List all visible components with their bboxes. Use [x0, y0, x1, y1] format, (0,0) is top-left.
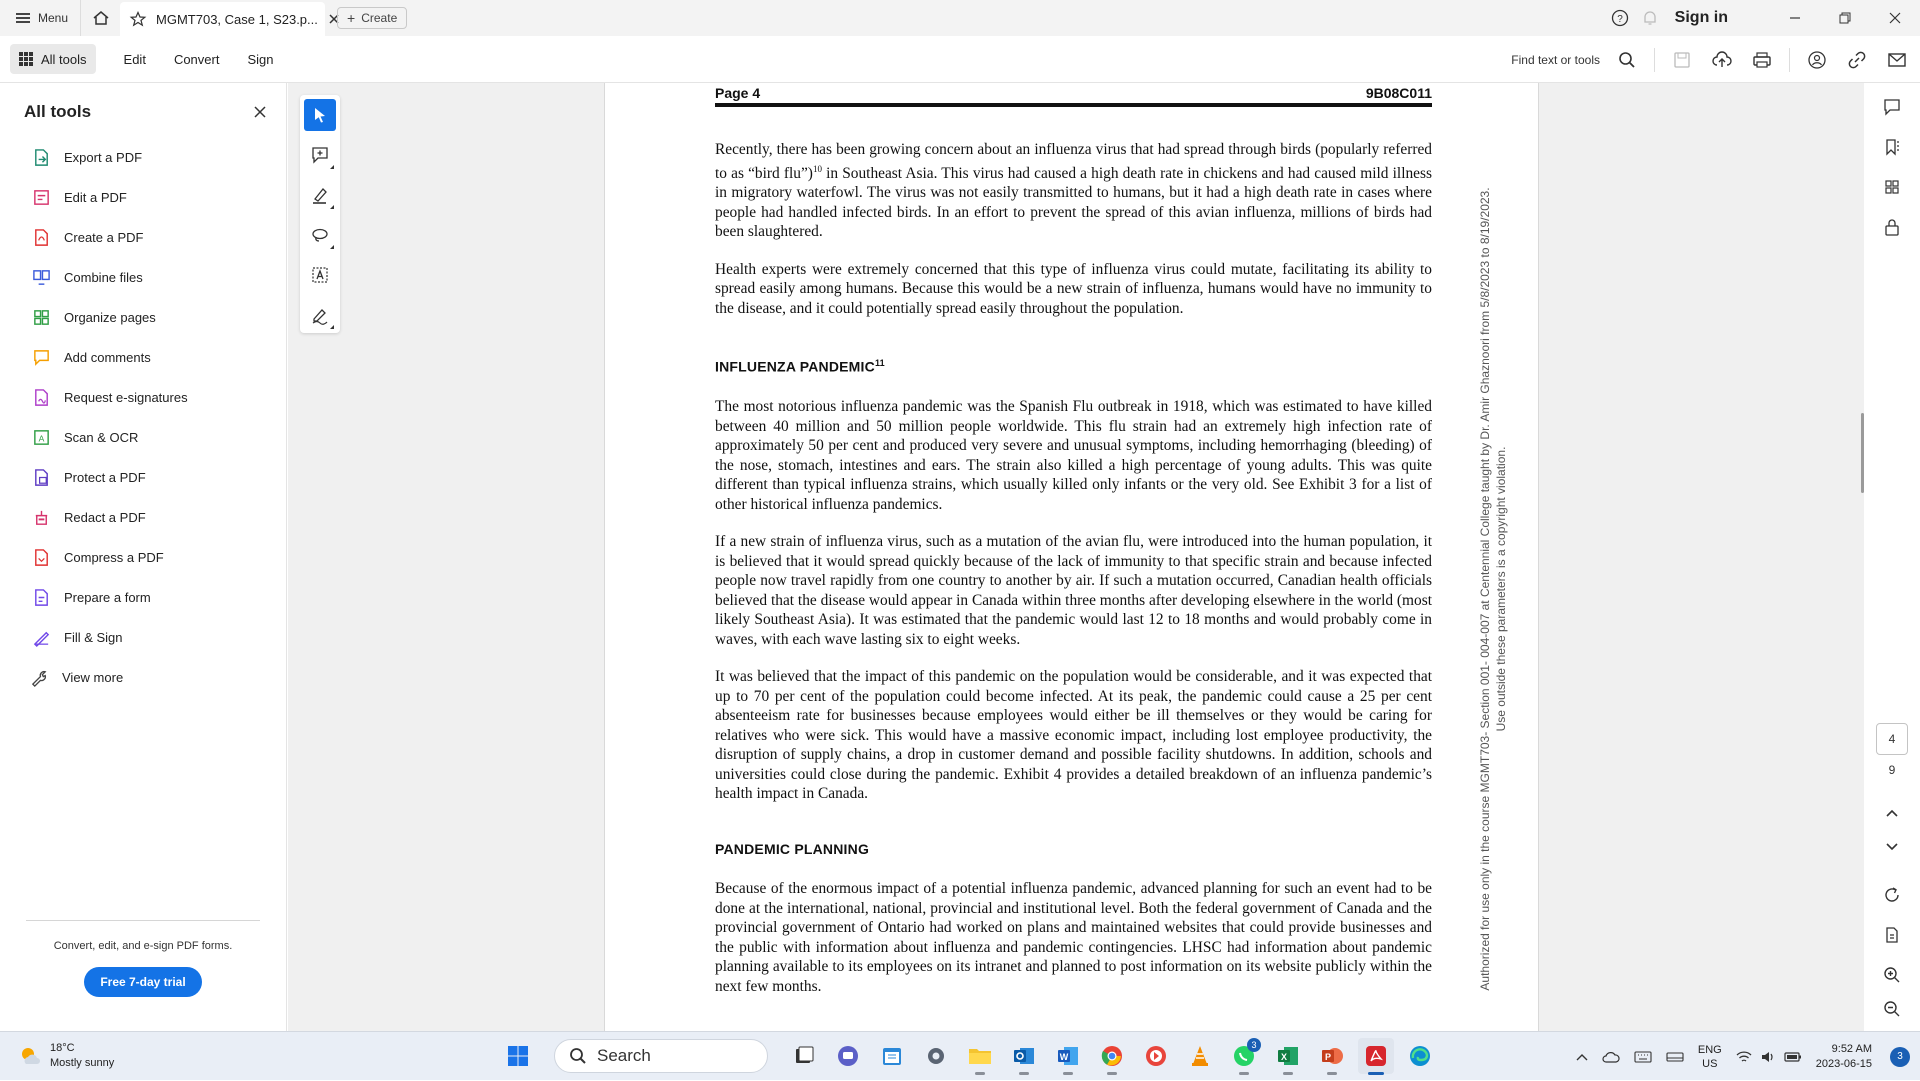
- save-button[interactable]: [1669, 47, 1695, 73]
- scan-ocr-icon: [32, 428, 51, 447]
- tool-label: Protect a PDF: [64, 469, 146, 485]
- save-icon: [1673, 51, 1691, 69]
- search-button[interactable]: [1614, 47, 1640, 73]
- print-button[interactable]: [1749, 47, 1775, 73]
- tool-view-more[interactable]: [0, 657, 286, 697]
- weather-temp: 18°C: [50, 1042, 75, 1054]
- word-icon: [1056, 1044, 1080, 1068]
- svg-text:?: ?: [1616, 14, 1623, 25]
- create-pdf-icon: [32, 228, 51, 247]
- bookmarks-panel-button[interactable]: [1864, 127, 1920, 167]
- menu-label: Menu: [38, 11, 69, 25]
- panel-title: All tools: [24, 102, 92, 121]
- quick-settings[interactable]: [1736, 1050, 1802, 1064]
- tool-edit-pdf[interactable]: [0, 177, 286, 217]
- svg-text:P: P: [1324, 1052, 1332, 1062]
- zoom-out-icon: [1883, 1000, 1901, 1018]
- compress-pdf-icon: [32, 548, 51, 567]
- running-indicator: [1239, 1072, 1249, 1075]
- page-header: [715, 85, 1432, 107]
- chevron-up-icon: [1885, 808, 1899, 818]
- rotate-button[interactable]: [1864, 875, 1920, 915]
- minimize-icon: [1789, 12, 1801, 24]
- tool-label: Scan & OCR: [64, 429, 139, 445]
- footer-text: Convert, edit, and e-sign PDF forms.: [53, 940, 233, 952]
- watermark-line: Use outside these parameters is a copyright violation.: [1494, 446, 1508, 732]
- paragraph: Because of the enormous impact of a potential influenza pandemic, advanced planning for such an event had to be done at the international, national, provincial and institutional level. Both the federal government of Canada and the provincial government of Ontario had worked on plans and maintained websites that could provide businesses and the public with information about influenza and pandemic contingencies. LHSC had information about pandemic planning available to its employees on its intranet and planned to post information on its website publicly within the next few months.: [715, 880, 1432, 995]
- taskbar-excel[interactable]: [1270, 1038, 1306, 1074]
- tool-label: Edit a PDF: [64, 189, 127, 205]
- rotate-icon: [1883, 886, 1901, 904]
- copyright-watermark: [1477, 169, 1537, 1009]
- highlighter-icon: [311, 186, 329, 204]
- heading-text: INFLUENZA PANDEMIC: [715, 358, 875, 375]
- edit-menu[interactable]: Edit: [123, 51, 146, 67]
- thumbnails-panel-button[interactable]: [1864, 167, 1920, 207]
- export-pdf-icon: [32, 148, 51, 167]
- text-box-tool-button[interactable]: [304, 259, 336, 291]
- submenu-corner-icon: [330, 205, 334, 209]
- wifi-icon: [1736, 1050, 1752, 1064]
- right-rail: [1539, 83, 1920, 1031]
- page-fit-button[interactable]: [1864, 915, 1920, 955]
- convert-menu[interactable]: Convert: [173, 51, 220, 67]
- upload-cloud-button[interactable]: [1709, 47, 1735, 73]
- tool-label: Add comments: [64, 349, 151, 365]
- menu-button[interactable]: [0, 0, 80, 36]
- print-icon: [1752, 51, 1772, 69]
- document-tab[interactable]: [120, 2, 325, 36]
- chevron-down-icon: [1885, 842, 1899, 852]
- restore-button[interactable]: [1820, 0, 1870, 36]
- edit-pdf-icon: [32, 188, 51, 207]
- protect-pdf-icon: [32, 468, 51, 487]
- outlook-icon: [1012, 1044, 1036, 1068]
- tool-prepare-form[interactable]: [0, 577, 286, 617]
- running-indicator: [1327, 1072, 1337, 1075]
- submenu-corner-icon: [330, 165, 334, 169]
- email-icon: [1887, 52, 1907, 68]
- tool-label: Export a PDF: [64, 149, 143, 165]
- tool-scan-ocr[interactable]: [0, 417, 286, 457]
- lasso-draw-icon: [311, 226, 329, 244]
- copy-link-button[interactable]: [1844, 47, 1870, 73]
- tool-organize-pages[interactable]: [0, 297, 286, 337]
- paragraph-text: in Southeast Asia. This virus had caused a high death rate in chickens and had caused mild illness in migratory waterfowl. The virus was not easily transmitted to humans, but it had a high death rate in cases where people had handled infected birds. In an effort to prevent the spread of this avian influenza, millions of birds had been slaughtered.: [715, 164, 1432, 241]
- tool-protect-pdf[interactable]: [0, 457, 286, 497]
- teams-chat-icon: [836, 1044, 860, 1068]
- search-icon: [1618, 51, 1636, 69]
- widgets-calendar-icon: [880, 1044, 904, 1068]
- tool-add-comments[interactable]: [0, 337, 286, 377]
- taskbar-edge[interactable]: [1402, 1038, 1438, 1074]
- quick-tools-strip: [300, 95, 340, 333]
- redact-pdf-icon: [32, 508, 51, 527]
- select-tool-button[interactable]: [304, 99, 336, 131]
- tab-title: MGMT703, Case 1, S23.p...: [156, 11, 318, 27]
- search-label: Search: [597, 1046, 651, 1065]
- all-tools-button[interactable]: [10, 44, 96, 74]
- taskbar-chrome[interactable]: [1094, 1038, 1130, 1074]
- thumbnails-icon: [1884, 179, 1900, 195]
- paragraph: Health experts were extremely concerned that this type of influenza virus could mutate, facilitating its ability to spread easily among humans. Because this would be a new strain of influenza, humans would have no immunity to the disease, and it could potentially spread easily throughout the population.: [715, 260, 1432, 317]
- notification-bell-icon[interactable]: [1641, 9, 1659, 27]
- clock[interactable]: [1816, 1042, 1872, 1072]
- highlight-tool-button[interactable]: [304, 179, 336, 211]
- pen-sign-icon: [311, 306, 329, 324]
- app-circle-icon: [1144, 1044, 1168, 1068]
- weather-widget[interactable]: [18, 1041, 114, 1071]
- share-people-icon: [1807, 50, 1827, 70]
- fit-page-icon: [1883, 926, 1901, 944]
- lock-icon: [1884, 218, 1900, 236]
- chevron-up-icon[interactable]: [1576, 1053, 1588, 1061]
- vlc-cone-icon: [1188, 1044, 1212, 1068]
- page-number-label: Page 4: [715, 85, 761, 101]
- language-indicator[interactable]: [1698, 1043, 1722, 1071]
- folder-icon: [967, 1045, 993, 1067]
- edge-icon: [1408, 1044, 1432, 1068]
- chrome-icon: [1100, 1044, 1124, 1068]
- panel-footer: [26, 920, 260, 997]
- tool-redact-pdf[interactable]: [0, 497, 286, 537]
- tool-label: Prepare a form: [64, 589, 151, 605]
- tool-list: [0, 137, 286, 697]
- taskbar-powerpoint[interactable]: [1314, 1038, 1350, 1074]
- start-button[interactable]: [500, 1038, 536, 1074]
- tool-label: Compress a PDF: [64, 549, 164, 565]
- tool-request-esignatures[interactable]: [0, 377, 286, 417]
- running-indicator: [1063, 1072, 1073, 1075]
- tool-export-pdf[interactable]: [0, 137, 286, 177]
- close-icon: [1889, 12, 1901, 24]
- windows-taskbar: [0, 1031, 1920, 1080]
- tool-combine-files[interactable]: [0, 257, 286, 297]
- tool-compress-pdf[interactable]: [0, 537, 286, 577]
- hamburger-icon: [16, 13, 30, 23]
- home-button[interactable]: [80, 0, 120, 36]
- text-box-icon: [311, 266, 329, 284]
- organize-pages-icon: [32, 308, 51, 327]
- tool-label: Redact a PDF: [64, 509, 146, 525]
- search-icon: [569, 1047, 587, 1065]
- taskbar-vlc[interactable]: [1182, 1038, 1218, 1074]
- gear-icon: [924, 1044, 948, 1068]
- total-pages: 9: [1888, 763, 1896, 777]
- footnote-ref: 11: [874, 358, 885, 369]
- email-button[interactable]: [1884, 47, 1910, 73]
- share-people-button[interactable]: [1804, 47, 1830, 73]
- system-tray: [1576, 1032, 1910, 1081]
- notification-badge: 3: [1247, 1038, 1261, 1052]
- taskbar-acrobat[interactable]: [1358, 1038, 1394, 1074]
- wrench-icon: [30, 668, 49, 687]
- keyboard-icon[interactable]: [1634, 1051, 1652, 1063]
- grid-icon: [19, 52, 33, 66]
- volume-icon: [1760, 1050, 1776, 1064]
- sun-cloud-icon: [18, 1044, 42, 1068]
- zoom-in-icon: [1883, 966, 1901, 984]
- pdf-page[interactable]: [604, 83, 1539, 1031]
- taskbar-task-view[interactable]: [786, 1038, 822, 1074]
- comments-icon: [1883, 98, 1901, 116]
- paragraph: It was believed that the impact of this pandemic on the population would be considerable, and it was expected that up to 70 per cent of the population could become infected. At its peak, the pandemic could cause a 25 per cent absenteeism rate for businesses because employees would either be ill themselves or they would be caring for relatives who were sick. This would have a massive economic impact, including lost employee productivity, the disruption of supply chains, a drop in customer demand and possible facility shutdowns. In addition, schools and universities could close during the pandemic. Exhibit 4 provides a detailed breakdown of an influenza pandemic’s health impact in Canada.: [715, 668, 1432, 803]
- combine-files-icon: [32, 268, 51, 287]
- windows-logo-icon: [506, 1044, 530, 1068]
- find-text-label[interactable]: Find text or tools: [1511, 52, 1600, 67]
- tool-label: Request e-signatures: [64, 389, 188, 405]
- request-esignatures-icon: [32, 388, 51, 407]
- footnote-ref: 10: [812, 163, 822, 174]
- security-panel-button[interactable]: [1864, 207, 1920, 247]
- plus-icon: +: [347, 10, 356, 26]
- submenu-corner-icon: [330, 325, 334, 329]
- quick-tools-area: [288, 83, 604, 1031]
- upload-cloud-icon: [1712, 51, 1732, 69]
- section-heading: [715, 354, 1432, 377]
- weather-desc: Mostly sunny: [50, 1057, 115, 1069]
- close-panel-icon[interactable]: [254, 106, 266, 118]
- running-indicator: [1283, 1072, 1293, 1075]
- drive-icon[interactable]: [1666, 1051, 1684, 1063]
- taskbar-settings[interactable]: [918, 1038, 954, 1074]
- svg-text:X: X: [1280, 1052, 1288, 1062]
- taskbar-app-red-circle[interactable]: [1138, 1038, 1174, 1074]
- running-indicator: [1019, 1072, 1029, 1075]
- case-code: 9B08C011: [1365, 85, 1432, 101]
- clock-date: 2023-06-15: [1815, 1057, 1872, 1070]
- submenu-corner-icon: [330, 245, 334, 249]
- taskbar-word[interactable]: [1050, 1038, 1086, 1074]
- tool-label: Combine files: [64, 269, 143, 285]
- create-label: Create: [361, 11, 398, 25]
- free-trial-button[interactable]: Free 7-day trial: [84, 967, 201, 997]
- all-tools-panel: [0, 83, 287, 1031]
- comment-plus-icon: [311, 146, 329, 164]
- restore-icon: [1839, 12, 1851, 24]
- fill-sign-icon: [32, 628, 51, 647]
- star-icon[interactable]: [130, 11, 146, 27]
- lang-code: ENG: [1697, 1043, 1722, 1056]
- toolbar-divider: [1654, 48, 1655, 72]
- task-view-icon: [793, 1045, 815, 1067]
- taskbar-widgets[interactable]: [874, 1038, 910, 1074]
- svg-text:W: W: [1059, 1052, 1069, 1062]
- bookmark-icon: [1883, 138, 1901, 156]
- tool-label: View more: [62, 669, 124, 685]
- watermark-line: Authorized for use only in the course MGMT703- Section 001- 004-007 at Centennial College taught by Dr. Amir Ghaznoori from 5/8/2023 to 8/19/2023.: [1478, 187, 1492, 991]
- running-indicator: [1107, 1072, 1117, 1075]
- svg-text:A: A: [38, 432, 45, 443]
- running-indicator: [1368, 1072, 1384, 1075]
- close-window-button[interactable]: [1870, 0, 1920, 36]
- main-toolbar: [0, 36, 1920, 83]
- paragraph-text: Recently, there has been growing concern about an influenza virus that had spread through birds (popularly referred to as “bird flu”): [715, 141, 1432, 182]
- tool-create-pdf[interactable]: [0, 217, 286, 257]
- toolbar-divider: [1789, 48, 1790, 72]
- acrobat-icon: [1364, 1044, 1388, 1068]
- clock-time: 9:52 AM: [1831, 1042, 1872, 1055]
- title-bar: [0, 0, 1920, 36]
- document-margin: [1539, 83, 1864, 1031]
- sign-in-button[interactable]: Sign in: [1674, 9, 1728, 26]
- current-page-input[interactable]: 4: [1876, 723, 1908, 755]
- taskbar-file-explorer[interactable]: [962, 1038, 998, 1074]
- taskbar-teams-chat[interactable]: [830, 1038, 866, 1074]
- right-icon-bar: [1864, 83, 1920, 1031]
- paragraph: [715, 140, 1432, 242]
- cursor-arrow-icon: [312, 107, 328, 123]
- notification-center-badge[interactable]: 3: [1890, 1047, 1910, 1067]
- prepare-form-icon: [32, 588, 51, 607]
- next-page-button[interactable]: [1864, 827, 1920, 867]
- draw-tool-button[interactable]: [304, 219, 336, 251]
- paragraph: The most notorious influenza pandemic was the Spanish Flu outbreak in 1918, which was estimated to have killed between 40 million and 50 million people worldwide. This flu strain had an extremely high infection rate of approximately 50 per cent and produced very severe and unusual symptoms, including hemorrhaging (bleeding) of the nose, stomach, intestines and ears. The strain also killed a high percentage of young adults. This was quite different than typical influenza strains, which usually killed only infants or the very old. See Exhibit 3 for a list of other historical influenza pandemics.: [715, 398, 1432, 513]
- comments-panel-button[interactable]: [1864, 87, 1920, 127]
- tool-label: Create a PDF: [64, 229, 144, 245]
- help-icon[interactable]: [1611, 9, 1629, 27]
- sign-tool-button[interactable]: [304, 299, 336, 331]
- tool-label: Organize pages: [64, 309, 156, 325]
- battery-icon: [1784, 1051, 1802, 1063]
- link-icon: [1848, 51, 1866, 69]
- powerpoint-icon: [1320, 1044, 1344, 1068]
- minimize-button[interactable]: [1770, 0, 1820, 36]
- add-comment-tool-button[interactable]: [304, 139, 336, 171]
- sign-menu[interactable]: Sign: [247, 51, 274, 67]
- zoom-out-button[interactable]: [1864, 989, 1920, 1029]
- document-text[interactable]: [715, 140, 1432, 1014]
- all-tools-label: All tools: [41, 51, 87, 67]
- taskbar-whatsapp[interactable]: [1226, 1038, 1262, 1074]
- running-indicator: [975, 1072, 985, 1075]
- add-comments-icon: [32, 348, 51, 367]
- taskbar-outlook[interactable]: [1006, 1038, 1042, 1074]
- region-code: US: [1702, 1057, 1718, 1070]
- paragraph: If a new strain of influenza virus, such as a mutation of the avian flu, were introduced into the human population, it is believed that it would spread quickly because of the lack of immunity to that specific strain and because infected people now travel rapidly from one country to another by air. If such a mutation occurred, Canadian health officials believed that the disease would appear in Canada within three months after developing elsewhere in the world (most likely Southeast Asia). It was estimated that the pandemic would last 12 to 18 months and would probably come in waves, with each wave lasting six to eight weeks.: [715, 533, 1432, 648]
- tool-fill-sign[interactable]: [0, 617, 286, 657]
- taskbar-search[interactable]: [554, 1039, 768, 1073]
- excel-icon: [1276, 1044, 1300, 1068]
- onedrive-cloud-icon[interactable]: [1602, 1051, 1620, 1063]
- document-viewport[interactable]: [604, 83, 1539, 1031]
- create-button[interactable]: [337, 7, 407, 29]
- section-heading: PANDEMIC PLANNING: [715, 840, 870, 857]
- home-icon: [92, 9, 110, 27]
- tool-label: Fill & Sign: [64, 629, 123, 645]
